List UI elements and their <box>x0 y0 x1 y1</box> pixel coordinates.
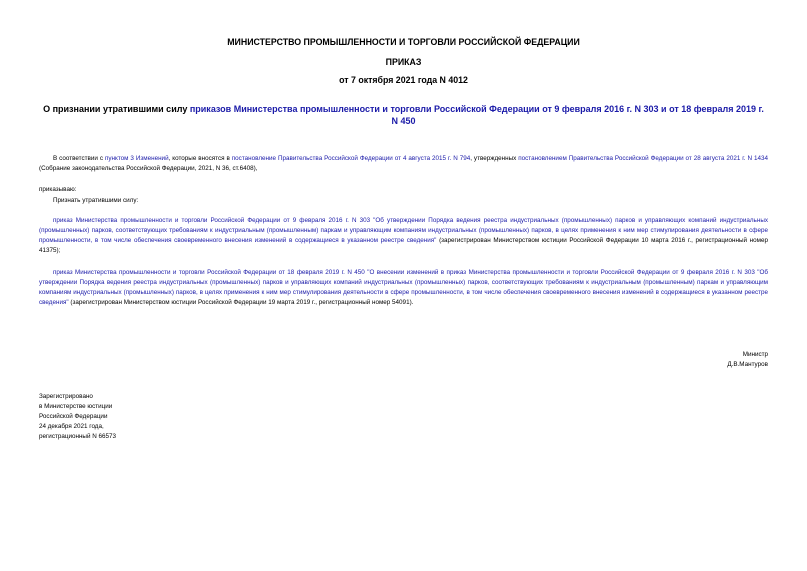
item1-link[interactable]: приказ Министерства промышленности и торговли Российской Федерации от 9 февраля 2016 г. N 303 "Об утверждении Порядка ведения реестра индустриальных (промышленных) парков и управляющих компаний индустриальных (промышленных) парков, соответствующих требованиям к индустриальным (промышленным) паркам и управляющим компаниям индустриальных (промышленных) парков, в целях применения к ним мер стимулирования деятельности в сфере промышленности, в том числе обеспечения своевременного внесения изменений в содержащиеся в указанном реестре сведения" <box>39 217 768 244</box>
signature-name: Д.В.Мантуров <box>727 361 768 368</box>
registration-block <box>39 392 116 442</box>
date-number-heading: от 7 октября 2021 года N 4012 <box>339 75 468 85</box>
list-item-2 <box>39 268 768 308</box>
registration-line-2: в Министерстве юстиции <box>39 403 113 410</box>
preamble-text-c: , утвержденных <box>470 155 519 162</box>
item1-rest: (зарегистрирован Министерством юстиции Российской Федерации 10 марта 2016 г., регистрационный номер 41375); <box>39 237 768 254</box>
preamble-text-b: , которые вносятся в <box>168 155 232 162</box>
preamble-link-3[interactable]: постановлением Правительства Российской Федерации от 28 августа 2021 г. N 1434 <box>518 155 769 162</box>
title-prefix: О признании утратившими силу <box>43 104 190 114</box>
preamble-paragraph <box>39 154 768 174</box>
registration-line-3: Российской Федерации <box>39 413 108 420</box>
document-title <box>39 103 768 127</box>
preamble-text-d: (Собрание законодательства Российской Федерации, 2021, N 36, ст.6408), <box>39 165 258 172</box>
item2-link[interactable]: приказ Министерства промышленности и торговли Российской Федерации от 18 февраля 2019 г. N 450 "О внесении изменений в приказ Министерства промышленности и торговли Российской Федерации от 9 февраля 2016 г. N 303 "Об утверждении Порядка ведения реестра индустриальных (промышленных) парков и управляющих компаний индустриальных (промышленных) парков, соответствующих требованиям к индустриальным (промышленным) паркам и управляющим компаниям индустриальных (промышленных) парков, в целях применения к ним мер стимулирования деятельности в сфере промышленности, в том числе обеспечения своевременного внесения изменений в содержащиеся в указанном реестре сведения" <box>39 269 768 306</box>
order-word: приказываю: <box>39 186 77 193</box>
signature-block <box>727 350 768 370</box>
registration-line-5: регистрационный N 66573 <box>39 433 117 440</box>
preamble-link-2[interactable]: постановление Правительства Российской Федерации от 4 августа 2015 г. N 794 <box>231 155 471 162</box>
preamble-link-1[interactable]: пунктом 3 Изменений <box>104 155 169 162</box>
ministry-heading: МИНИСТЕРСТВО ПРОМЫШЛЕННОСТИ И ТОРГОВЛИ РОССИЙСКОЙ ФЕДЕРАЦИИ <box>227 37 580 47</box>
registration-line-4: 24 декабря 2021 года, <box>39 423 104 430</box>
list-item-1 <box>39 216 768 256</box>
preamble-text-a: В соответствии с <box>53 155 105 162</box>
signature-position: Министр <box>742 351 768 358</box>
title-link[interactable]: приказов Министерства промышленности и торговли Российской Федерации от 9 февраля 2016 г. N 303 и от 18 февраля 2019 г. N 450 <box>189 104 764 126</box>
recognize-line: Признать утратившими силу: <box>53 197 139 204</box>
doc-type-heading: ПРИКАЗ <box>385 57 422 67</box>
registration-line-1: Зарегистрировано <box>39 393 93 400</box>
item2-rest: (зарегистрирован Министерством юстиции Российской Федерации 19 марта 2019 г., регистрационный номер 54091). <box>68 299 414 306</box>
